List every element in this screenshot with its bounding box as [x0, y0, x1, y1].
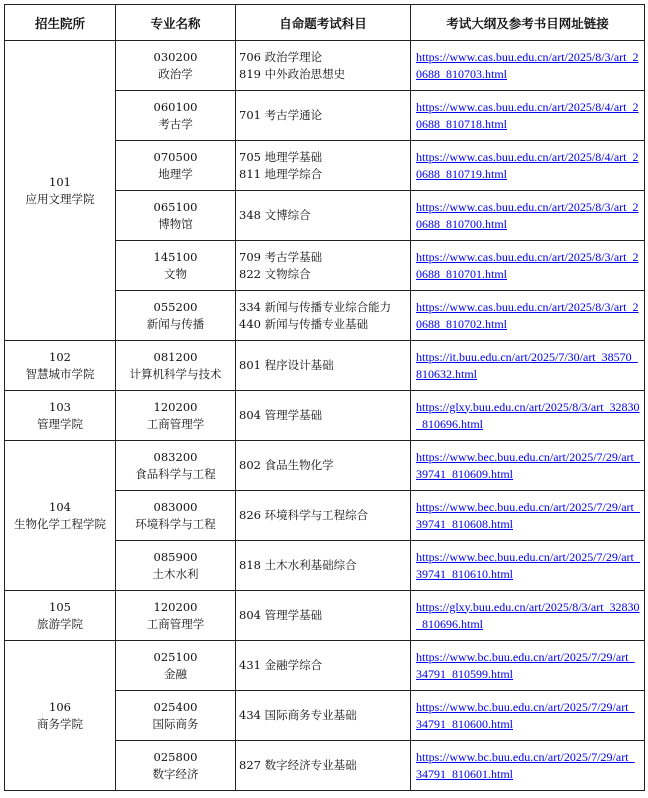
college-name: 应用文理学院 — [25, 191, 95, 206]
college-name: 生物化学工程学院 — [14, 516, 106, 531]
admissions-table — [4, 4, 645, 791]
syllabus-link[interactable]: https://www.bec.buu.edu.cn/art/2025/7/29/art_39741_810609.html — [416, 449, 640, 481]
major-cell — [116, 91, 236, 141]
major-name: 工商管理学 — [146, 416, 205, 431]
major-name: 土木水利 — [152, 566, 199, 581]
exam-subjects-cell — [236, 41, 411, 91]
major-name: 新闻与传播 — [146, 316, 205, 331]
syllabus-link-cell — [411, 341, 645, 391]
syllabus-link[interactable]: https://www.cas.buu.edu.cn/art/2025/8/4/art_20688_810719.html — [416, 149, 639, 181]
table-row — [5, 591, 645, 641]
major-code: 065100 — [153, 199, 198, 214]
major-code: 120200 — [153, 399, 198, 414]
major-cell — [116, 691, 236, 741]
major-cell — [116, 141, 236, 191]
major-code: 120200 — [153, 599, 198, 614]
table-row — [5, 341, 645, 391]
exam-subjects-cell — [236, 691, 411, 741]
major-code: 055200 — [153, 299, 198, 314]
exam-subject: 827 数字经济专业基础 — [239, 758, 357, 772]
major-name: 环境科学与工程 — [135, 516, 216, 531]
syllabus-link-cell — [411, 591, 645, 641]
syllabus-link-cell — [411, 541, 645, 591]
exam-subject: 801 程序设计基础 — [239, 358, 334, 372]
college-code: 101 — [49, 174, 71, 189]
major-cell — [116, 191, 236, 241]
major-name: 计算机科学与技术 — [129, 366, 222, 381]
exam-subject: 811 地理学综合 — [239, 166, 323, 181]
major-cell — [116, 241, 236, 291]
exam-subject: 348 文博综合 — [239, 208, 311, 222]
exam-subject: 826 环境科学与工程综合 — [239, 508, 369, 522]
syllabus-link-cell — [411, 41, 645, 91]
syllabus-link-cell — [411, 291, 645, 341]
college-name: 商务学院 — [37, 716, 83, 731]
major-cell — [116, 591, 236, 641]
exam-subject: 701 考古学通论 — [239, 108, 323, 122]
exam-subjects-cell — [236, 491, 411, 541]
syllabus-link[interactable]: https://www.bc.buu.edu.cn/art/2025/7/29/art_34791_810599.html — [416, 649, 635, 681]
major-name: 金融 — [164, 666, 187, 681]
major-code: 025800 — [153, 749, 198, 764]
exam-subjects-cell — [236, 541, 411, 591]
college-code: 104 — [49, 499, 71, 514]
major-name: 考古学 — [158, 116, 193, 131]
syllabus-link[interactable]: https://www.cas.buu.edu.cn/art/2025/8/4/art_20688_810718.html — [416, 99, 639, 131]
exam-subject: 440 新闻与传播专业基础 — [239, 316, 369, 331]
college-name: 旅游学院 — [37, 616, 83, 631]
syllabus-link[interactable]: https://www.cas.buu.edu.cn/art/2025/8/3/art_20688_810701.html — [416, 249, 639, 281]
table-row — [5, 641, 645, 691]
college-cell — [5, 391, 116, 441]
exam-subject: 822 文物综合 — [239, 266, 311, 281]
table-body — [5, 41, 645, 791]
major-name: 工商管理学 — [146, 616, 205, 631]
college-code: 106 — [49, 699, 71, 714]
major-cell — [116, 441, 236, 491]
syllabus-link-cell — [411, 441, 645, 491]
syllabus-link[interactable]: https://www.bec.buu.edu.cn/art/2025/7/29/art_39741_810608.html — [416, 499, 640, 531]
major-name: 国际商务 — [152, 716, 199, 731]
exam-subject: 705 地理学基础 — [239, 149, 323, 164]
exam-subject: 709 考古学基础 — [239, 249, 323, 264]
college-code: 105 — [49, 599, 71, 614]
major-name: 政治学 — [158, 66, 193, 81]
syllabus-link[interactable]: https://www.bc.buu.edu.cn/art/2025/7/29/art_34791_810601.html — [416, 749, 635, 781]
syllabus-link-cell — [411, 691, 645, 741]
major-cell — [116, 41, 236, 91]
syllabus-link-cell — [411, 191, 645, 241]
major-name: 文物 — [164, 266, 187, 281]
exam-subject: 804 管理学基础 — [239, 408, 323, 422]
major-code: 083200 — [153, 449, 198, 464]
exam-subject: 819 中外政治思想史 — [239, 66, 346, 81]
exam-subject: 804 管理学基础 — [239, 608, 323, 622]
exam-subjects-cell — [236, 341, 411, 391]
major-cell — [116, 491, 236, 541]
exam-subjects-cell — [236, 441, 411, 491]
exam-subjects-cell — [236, 191, 411, 241]
college-cell — [5, 641, 116, 791]
exam-subjects-cell — [236, 241, 411, 291]
major-name: 博物馆 — [158, 216, 193, 231]
exam-subject: 334 新闻与传播专业综合能力 — [239, 299, 392, 314]
major-code: 030200 — [153, 49, 198, 64]
major-code: 060100 — [153, 99, 198, 114]
exam-subjects-cell — [236, 91, 411, 141]
syllabus-link[interactable]: https://it.buu.edu.cn/art/2025/7/30/art_38570_810632.html — [416, 349, 638, 381]
syllabus-link[interactable]: https://glxy.buu.edu.cn/art/2025/8/3/art_32830_810696.html — [416, 399, 640, 431]
header-syllabus-link: 考试大纲及参考书目网址链接 — [411, 5, 645, 41]
major-cell — [116, 741, 236, 791]
major-name: 数字经济 — [152, 766, 199, 781]
college-cell — [5, 441, 116, 591]
exam-subjects-cell — [236, 741, 411, 791]
syllabus-link-cell — [411, 241, 645, 291]
major-code: 085900 — [153, 549, 198, 564]
college-cell — [5, 41, 116, 341]
major-code: 145100 — [153, 249, 198, 264]
major-code: 083000 — [153, 499, 198, 514]
college-name: 智慧城市学院 — [25, 366, 95, 381]
major-code: 081200 — [153, 349, 198, 364]
syllabus-link[interactable]: https://www.cas.buu.edu.cn/art/2025/8/3/art_20688_810703.html — [416, 49, 639, 81]
header-major: 专业名称 — [116, 5, 236, 41]
major-code: 025400 — [153, 699, 198, 714]
major-code: 025100 — [153, 649, 198, 664]
exam-subject: 434 国际商务专业基础 — [239, 708, 357, 722]
header-college: 招生院所 — [5, 5, 116, 41]
college-code: 102 — [49, 349, 71, 364]
syllabus-link-cell — [411, 141, 645, 191]
table-row — [5, 441, 645, 491]
table-row — [5, 41, 645, 91]
college-code: 103 — [49, 399, 71, 414]
major-cell — [116, 541, 236, 591]
college-cell — [5, 341, 116, 391]
syllabus-link[interactable]: https://www.cas.buu.edu.cn/art/2025/8/3/art_20688_810700.html — [416, 199, 639, 231]
college-cell — [5, 591, 116, 641]
major-cell — [116, 291, 236, 341]
college-name: 管理学院 — [37, 416, 83, 431]
header-exam-subjects: 自命题考试科目 — [236, 5, 411, 41]
table-row — [5, 391, 645, 441]
syllabus-link[interactable]: https://www.bc.buu.edu.cn/art/2025/7/29/art_34791_810600.html — [416, 699, 635, 731]
major-name: 食品科学与工程 — [135, 466, 216, 481]
syllabus-link-cell — [411, 741, 645, 791]
major-cell — [116, 341, 236, 391]
major-name: 地理学 — [158, 166, 193, 181]
exam-subjects-cell — [236, 591, 411, 641]
syllabus-link[interactable]: https://glxy.buu.edu.cn/art/2025/8/3/art_32830_810696.html — [416, 599, 640, 631]
major-cell — [116, 641, 236, 691]
syllabus-link-cell — [411, 91, 645, 141]
exam-subject: 431 金融学综合 — [239, 658, 323, 672]
major-cell — [116, 391, 236, 441]
exam-subject: 818 土木水利基础综合 — [239, 558, 357, 572]
header-row — [5, 5, 645, 41]
syllabus-link[interactable]: https://www.bec.buu.edu.cn/art/2025/7/29/art_39741_810610.html — [416, 549, 640, 581]
syllabus-link-cell — [411, 641, 645, 691]
exam-subjects-cell — [236, 291, 411, 341]
exam-subjects-cell — [236, 391, 411, 441]
exam-subject: 706 政治学理论 — [239, 49, 323, 64]
syllabus-link[interactable]: https://www.cas.buu.edu.cn/art/2025/8/3/art_20688_810702.html — [416, 299, 639, 331]
exam-subject: 802 食品生物化学 — [239, 458, 334, 472]
syllabus-link-cell — [411, 391, 645, 441]
exam-subjects-cell — [236, 141, 411, 191]
major-code: 070500 — [153, 149, 198, 164]
syllabus-link-cell — [411, 491, 645, 541]
exam-subjects-cell — [236, 641, 411, 691]
